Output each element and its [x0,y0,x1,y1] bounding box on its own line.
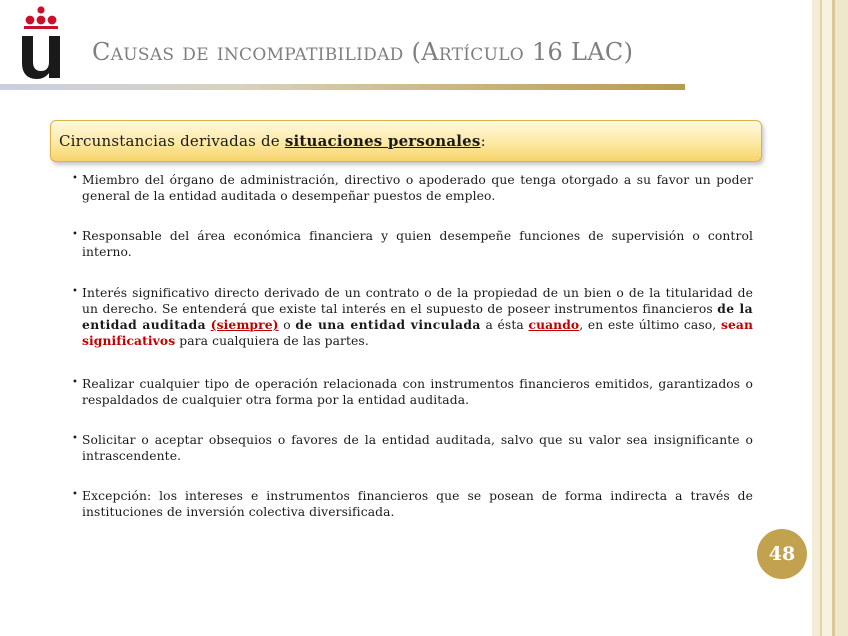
bullet-item [72,285,753,349]
decorative-edge [822,0,832,636]
highlight-text [59,132,486,150]
bullet-text: , en este último caso, [579,318,721,332]
bullet-item: • Realizar cualquier tipo de operación relacionada con instrumentos financieros emitidos, garantizados o respaldados de cualquier otra forma por la entidad auditada. [72,376,753,408]
bullet-text: o [278,318,296,332]
highlight-suffix: : [480,132,486,150]
page-number-badge: 48 [757,529,807,579]
bullet-text: a ésta [480,318,529,332]
slide-title: Causas de incompatibilidad (Artículo 16 LAC) [92,38,634,66]
bullet-highlight: (siempre) [210,317,279,332]
decorative-edge [812,0,820,636]
bullet-item: • Miembro del órgano de administración, directivo o apoderado que tenga otorgado a su favor un poder general de la entidad auditada o desempeñar puestos de empleo. [72,172,753,204]
highlight-keyword: situaciones personales [284,132,481,150]
title-divider [0,84,685,90]
bullet-text: para cualquiera de las partes. [175,334,369,348]
university-u-logo-icon [18,4,64,80]
bullet-item: • Solicitar o aceptar obsequios o favores de la entidad auditada, salvo que su valor sea insignificante o intrascendente. [72,432,753,464]
bullet-highlight: sean significativos [82,317,753,348]
bullet-item: • Excepción: los intereses e instrumentos financieros que se posean de forma indirecta a través de instituciones de inversión colectiva diversificada. [72,488,753,520]
highlight-box [50,120,762,162]
bullet-text: Interés significativo directo derivado de un contrato o de la propiedad de un bien o de la titularidad de un derecho. Se entenderá que existe tal interés en el supuesto de poseer instrumentos financieros [82,286,753,316]
decorative-edge [835,0,848,636]
bullet-highlight: cuando [528,317,580,332]
bullet-emphasis: de la entidad auditada [82,301,753,332]
bullet-item: • Responsable del área económica financiera y quien desempeñe funciones de supervisión o control interno. [72,228,753,260]
bullet-emphasis: de una entidad vinculada [295,317,481,332]
highlight-prefix: Circunstancias derivadas de [59,132,285,150]
